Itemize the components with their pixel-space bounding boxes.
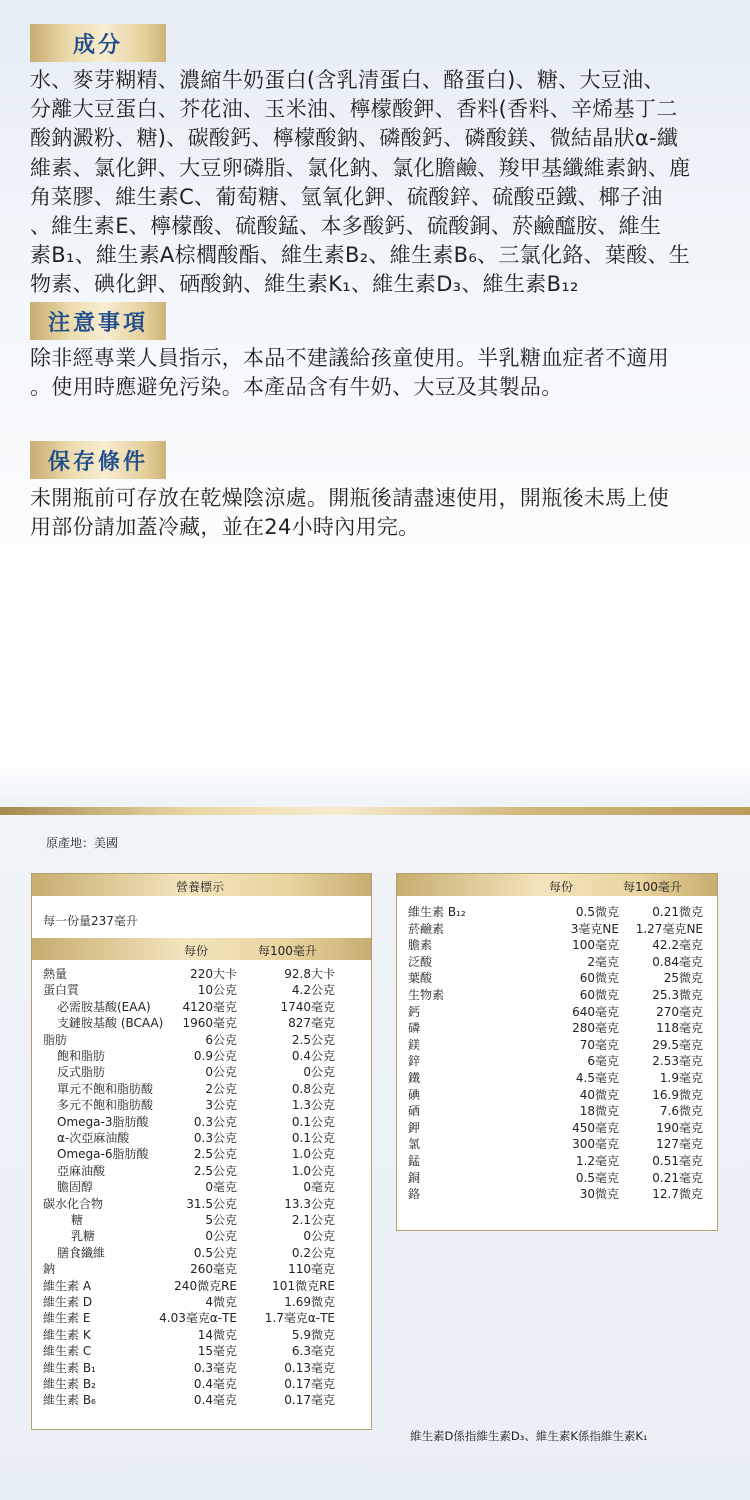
- value-per-100ml: 1740毫克: [280, 999, 335, 1014]
- precautions-text: [30, 344, 730, 402]
- precautions-line: 除非經專業人員指示，本品不建議給孩童使用。半乳糖血症者不適用: [30, 346, 669, 370]
- nutrition-row: [397, 1170, 717, 1187]
- origin-label: 原產地：美國: [46, 836, 119, 850]
- value-per-100ml: 118毫克: [656, 1021, 703, 1036]
- nutrient-name: 銅: [408, 1170, 421, 1185]
- nutrition-row: [32, 1081, 371, 1097]
- nutrition-row: [32, 999, 371, 1015]
- value-per-serving: 2.5公克: [193, 1147, 237, 1162]
- nutrient-name: 維生素 D: [43, 1295, 93, 1309]
- value-per-serving: 0毫克: [205, 1180, 237, 1195]
- nutrition-left-header: [32, 874, 371, 896]
- nutrition-table-right: [396, 873, 718, 1231]
- nutrient-name: 生物素: [408, 988, 445, 1002]
- ingredients-line: 角菜膠、維生素C、葡萄糖、氫氧化鉀、硫酸鋅、硫酸亞鐵、椰子油: [30, 184, 663, 209]
- storage-line: 未開瓶前可存放在乾燥陰涼處。開瓶後請盡速使用，開瓶後未馬上使: [30, 486, 669, 510]
- value-per-100ml: 0.8公克: [291, 1081, 335, 1096]
- value-per-serving: 1.2毫克: [575, 1154, 619, 1168]
- nutrition-row: [397, 1020, 717, 1037]
- nutrition-row: [32, 1196, 371, 1212]
- nutrition-row: [397, 937, 717, 954]
- nutrition-row: [397, 1186, 717, 1203]
- value-per-serving: 0.5毫克: [575, 1170, 619, 1185]
- value-per-100ml: 5.9微克: [291, 1327, 335, 1342]
- nutrient-name: 反式脂肪: [57, 1065, 106, 1080]
- nutrient-name: Omega-3脂肪酸: [57, 1114, 149, 1129]
- nutrient-name: 鈉: [43, 1262, 56, 1277]
- nutrition-left-col-header: [32, 938, 371, 960]
- storage-text: [30, 484, 730, 542]
- nutrition-row: [32, 1114, 371, 1130]
- value-per-100ml: 827毫克: [288, 1016, 335, 1031]
- value-per-serving: 4微克: [205, 1295, 237, 1309]
- value-per-serving: 4120毫克: [182, 999, 237, 1014]
- nutrient-name: 鉀: [408, 1120, 421, 1135]
- precautions-title-tag: [30, 302, 166, 340]
- value-per-100ml: 110毫克: [288, 1262, 335, 1277]
- value-per-100ml: 1.0公克: [291, 1147, 335, 1162]
- ingredients-line: 、維生素E、檸檬酸、硫酸錳、本多酸鈣、硫酸銅、菸鹼醯胺、維生: [30, 214, 662, 239]
- value-per-serving: 2公克: [205, 1081, 237, 1096]
- nutrition-row: [32, 1327, 371, 1343]
- nutrition-row: [32, 1097, 371, 1113]
- ingredients-line: 維素、氯化鉀、大豆卵磷脂、氯化鈉、氯化膽鹼、羧甲基纖維素鈉、鹿: [30, 155, 691, 180]
- value-per-100ml: 0.13毫克: [284, 1360, 335, 1375]
- nutrient-name: 碘: [408, 1087, 421, 1102]
- nutrition-row: [397, 1053, 717, 1070]
- vitamin-footnote: 維生素D係指維生素D₃、維生素K係指維生素K₁: [410, 1429, 648, 1443]
- ingredients-text: [30, 66, 730, 300]
- value-per-serving: 60微克: [579, 988, 619, 1002]
- value-per-100ml: 0毫克: [303, 1180, 335, 1195]
- value-per-100ml: 1.27毫克NE: [635, 921, 703, 936]
- nutrient-name: 亞麻油酸: [57, 1163, 106, 1178]
- value-per-serving: 6毫克: [587, 1054, 619, 1069]
- value-per-serving: 260毫克: [190, 1262, 237, 1277]
- value-per-serving: 0.3公克: [193, 1131, 237, 1145]
- value-per-serving: 0.3公克: [193, 1114, 237, 1129]
- value-per-serving: 0.5公克: [193, 1245, 237, 1260]
- value-per-100ml: 42.2毫克: [652, 938, 703, 953]
- ingredients-title: 成分: [72, 32, 123, 58]
- nutrient-name: 維生素 A: [43, 1278, 92, 1293]
- nutrient-name: 碳水化合物: [43, 1196, 104, 1211]
- value-per-100ml: 12.7微克: [652, 1187, 703, 1202]
- value-per-100ml: 1.7毫克α-TE: [264, 1311, 335, 1326]
- value-per-100ml: 0.1公克: [291, 1131, 335, 1145]
- nutrition-row: [32, 1032, 371, 1048]
- value-per-serving: 0.4毫克: [193, 1393, 237, 1408]
- value-per-100ml: 4.2公克: [291, 983, 335, 998]
- value-per-serving: 0.3毫克: [193, 1360, 237, 1375]
- value-per-100ml: 1.0公克: [291, 1163, 335, 1178]
- value-per-serving: 0.5微克: [575, 905, 619, 919]
- col-per-serving: 每份: [184, 944, 209, 958]
- nutrient-name: 維生素 K: [43, 1327, 91, 1342]
- value-per-serving: 30微克: [579, 1187, 619, 1202]
- value-per-serving: 220大卡: [190, 967, 237, 981]
- nutrient-name: 乳糖: [71, 1229, 96, 1244]
- value-per-100ml: 0公克: [303, 1229, 335, 1244]
- ingredients-line: 素B₁、維生素A棕櫚酸酯、維生素B₂、維生素B₆、三氯化鉻、葉酸、生: [30, 243, 691, 268]
- nutrition-row: [32, 1343, 371, 1359]
- value-per-serving: 0公克: [205, 1065, 237, 1080]
- value-per-serving: 0公克: [205, 1229, 237, 1244]
- value-per-serving: 1960毫克: [182, 1016, 237, 1031]
- value-per-100ml: 6.3毫克: [291, 1344, 335, 1359]
- nutrition-row: [32, 1392, 371, 1408]
- value-per-100ml: 0.2公克: [291, 1245, 335, 1260]
- nutrition-right-header: [397, 874, 717, 896]
- col-per-100ml: 每100毫升: [258, 944, 317, 958]
- nutrition-row: [32, 1130, 371, 1146]
- nutrition-row: [32, 966, 371, 982]
- nutrition-title: 營養標示: [176, 880, 225, 894]
- value-per-serving: 31.5公克: [186, 1196, 237, 1211]
- nutrition-row: [32, 1064, 371, 1080]
- value-per-100ml: 16.9微克: [652, 1087, 703, 1102]
- nutrition-row: [397, 1103, 717, 1120]
- nutrient-name: α-次亞麻油酸: [57, 1131, 130, 1145]
- nutrient-name: 膽固醇: [57, 1180, 94, 1195]
- nutrient-name: 多元不飽和脂肪酸: [57, 1098, 154, 1113]
- value-per-100ml: 0.1公克: [291, 1114, 335, 1129]
- nutrition-row: [32, 1294, 371, 1310]
- serving-size: 每一份量237毫升: [43, 914, 138, 928]
- value-per-100ml: 25.3微克: [652, 988, 703, 1002]
- precautions-title: 注意事項: [47, 310, 148, 336]
- nutrition-row: [397, 904, 717, 921]
- value-per-100ml: 0.51毫克: [652, 1154, 703, 1168]
- nutrition-row: [32, 1146, 371, 1162]
- nutrition-row: [397, 1070, 717, 1087]
- value-per-100ml: 2.1公克: [291, 1213, 335, 1227]
- gold-divider: [0, 807, 750, 815]
- value-per-100ml: 0.17毫克: [284, 1393, 335, 1408]
- nutrient-name: 膽素: [408, 938, 433, 953]
- nutrition-row: [397, 987, 717, 1004]
- nutrient-name: Omega-6脂肪酸: [57, 1147, 149, 1162]
- nutrient-name: 熱量: [43, 967, 68, 981]
- nutrient-name: 鈣: [408, 1004, 421, 1019]
- nutrient-name: 維生素 C: [43, 1344, 92, 1359]
- nutrient-name: 磷: [408, 1021, 421, 1036]
- nutrition-row: [397, 921, 717, 938]
- nutrition-row: [397, 1004, 717, 1021]
- nutrition-row: [397, 1136, 717, 1153]
- value-per-100ml: 1.9毫克: [659, 1071, 703, 1085]
- nutrition-row: [32, 1310, 371, 1326]
- value-per-100ml: 0.21毫克: [652, 1170, 703, 1185]
- storage-title-tag: [30, 441, 166, 479]
- value-per-100ml: 0.17毫克: [284, 1377, 335, 1391]
- nutrition-table-left: [31, 873, 372, 1430]
- value-per-serving: 240微克RE: [174, 1278, 237, 1293]
- nutrition-row: [32, 1228, 371, 1244]
- ingredients-title-tag: [30, 24, 166, 62]
- value-per-serving: 0.4毫克: [193, 1377, 237, 1391]
- value-per-100ml: 1.3公克: [291, 1098, 335, 1113]
- nutrient-name: 維生素 B₂: [43, 1377, 96, 1391]
- value-per-serving: 3毫克NE: [570, 921, 619, 936]
- value-per-serving: 2毫克: [587, 954, 619, 969]
- value-per-serving: 10公克: [197, 983, 237, 998]
- value-per-100ml: 25微克: [663, 971, 703, 986]
- value-per-100ml: 13.3公克: [284, 1196, 335, 1211]
- nutrient-name: 錳: [408, 1154, 421, 1168]
- value-per-100ml: 190毫克: [656, 1120, 703, 1135]
- value-per-100ml: 2.53毫克: [652, 1054, 703, 1069]
- value-per-serving: 3公克: [205, 1098, 237, 1113]
- value-per-100ml: 1.69微克: [284, 1295, 335, 1309]
- nutrition-row: [32, 982, 371, 998]
- value-per-100ml: 101微克RE: [272, 1278, 335, 1293]
- nutrition-row: [32, 1278, 371, 1294]
- value-per-serving: 5公克: [205, 1213, 237, 1227]
- nutrition-row: [397, 1037, 717, 1054]
- value-per-100ml: 270毫克: [656, 1004, 703, 1019]
- nutrient-name: 維生素 E: [43, 1311, 91, 1326]
- value-per-100ml: 2.5公克: [291, 1032, 335, 1047]
- value-per-100ml: 0.4公克: [291, 1049, 335, 1063]
- nutrition-row: [397, 1153, 717, 1170]
- value-per-100ml: 127毫克: [656, 1137, 703, 1152]
- storage-title: 保存條件: [47, 449, 148, 475]
- nutrition-row: [397, 954, 717, 971]
- value-per-serving: 100毫克: [572, 938, 619, 953]
- nutrient-name: 葉酸: [408, 971, 433, 986]
- precautions-line: 。使用時應避免污染。本產品含有牛奶、大豆及其製品。: [30, 375, 563, 400]
- nutrition-row: [32, 1360, 371, 1376]
- nutrient-name: 泛酸: [408, 954, 433, 969]
- nutrition-row: [32, 1179, 371, 1195]
- nutrient-name: 硒: [408, 1104, 421, 1119]
- value-per-serving: 15毫克: [197, 1344, 237, 1359]
- nutrient-name: 維生素 B₆: [43, 1393, 96, 1408]
- ingredients-line: 分離大豆蛋白、芥花油、玉米油、檸檬酸鉀、香料(香料、辛烯基丁二: [30, 97, 678, 122]
- nutrition-row: [397, 1087, 717, 1104]
- nutrient-name: 脂肪: [43, 1032, 68, 1047]
- value-per-serving: 0.9公克: [193, 1049, 237, 1063]
- value-per-serving: 40微克: [579, 1087, 619, 1102]
- col-per-100ml-right: 每100毫升: [623, 880, 682, 894]
- value-per-serving: 18微克: [579, 1104, 619, 1119]
- nutrition-row: [397, 970, 717, 987]
- value-per-serving: 450毫克: [572, 1120, 619, 1135]
- value-per-serving: 4.03毫克α-TE: [159, 1311, 237, 1326]
- value-per-serving: 4.5毫克: [575, 1071, 619, 1085]
- nutrient-name: 蛋白質: [43, 983, 80, 998]
- value-per-serving: 70毫克: [579, 1037, 619, 1052]
- value-per-100ml: 29.5毫克: [652, 1037, 703, 1052]
- nutrient-name: 氯: [408, 1137, 421, 1152]
- nutrition-row: [32, 1163, 371, 1179]
- value-per-serving: 14微克: [197, 1327, 237, 1342]
- nutrition-row: [32, 1212, 371, 1228]
- nutrition-row: [397, 1120, 717, 1137]
- value-per-serving: 300毫克: [572, 1137, 619, 1152]
- value-per-serving: 6公克: [205, 1032, 237, 1047]
- value-per-100ml: 92.8大卡: [284, 967, 335, 981]
- nutrient-name: 鋅: [408, 1054, 421, 1069]
- nutrient-name: 鎂: [408, 1037, 421, 1052]
- value-per-serving: 640毫克: [572, 1004, 619, 1019]
- value-per-serving: 280毫克: [572, 1021, 619, 1036]
- nutrient-name: 糖: [71, 1213, 84, 1227]
- nutrient-name: 菸鹼素: [408, 921, 445, 936]
- col-per-serving-right: 每份: [549, 880, 574, 894]
- value-per-100ml: 0.84毫克: [652, 954, 703, 969]
- nutrition-row: [32, 1245, 371, 1261]
- nutrient-name: 維生素 B₁: [43, 1360, 96, 1375]
- nutrient-name: 維生素 B₁₂: [408, 905, 466, 919]
- value-per-serving: 2.5公克: [193, 1163, 237, 1178]
- nutrient-name: 必需胺基酸(EAA): [57, 999, 151, 1014]
- nutrient-name: 支鏈胺基酸 (BCAA): [57, 1016, 164, 1031]
- nutrition-row: [32, 1015, 371, 1031]
- value-per-100ml: 0公克: [303, 1065, 335, 1080]
- nutrition-row: [32, 1048, 371, 1064]
- nutrient-name: 單元不飽和脂肪酸: [57, 1081, 154, 1096]
- nutrition-row: [32, 1261, 371, 1277]
- ingredients-line: 物素、碘化鉀、硒酸鈉、維生素K₁、維生素D₃、維生素B₁₂: [30, 272, 579, 297]
- ingredients-line: 酸鈉澱粉、糖)、碳酸鈣、檸檬酸鈉、磷酸鈣、磷酸鎂、微結晶狀α-纖: [30, 126, 679, 151]
- nutrition-row: [32, 1376, 371, 1392]
- value-per-100ml: 0.21微克: [652, 905, 703, 919]
- storage-line: 用部份請加蓋冷藏，並在24小時內用完。: [30, 515, 420, 540]
- value-per-serving: 60微克: [579, 971, 619, 986]
- ingredients-line: 水、麥芽糊精、濃縮牛奶蛋白(含乳清蛋白、酪蛋白)、糖、大豆油、: [30, 68, 665, 92]
- nutrient-name: 鉻: [408, 1187, 421, 1202]
- value-per-100ml: 7.6微克: [659, 1104, 703, 1119]
- nutrient-name: 飽和脂肪: [57, 1049, 106, 1063]
- nutrient-name: 膳食纖維: [57, 1245, 106, 1260]
- nutrient-name: 鐵: [408, 1071, 421, 1085]
